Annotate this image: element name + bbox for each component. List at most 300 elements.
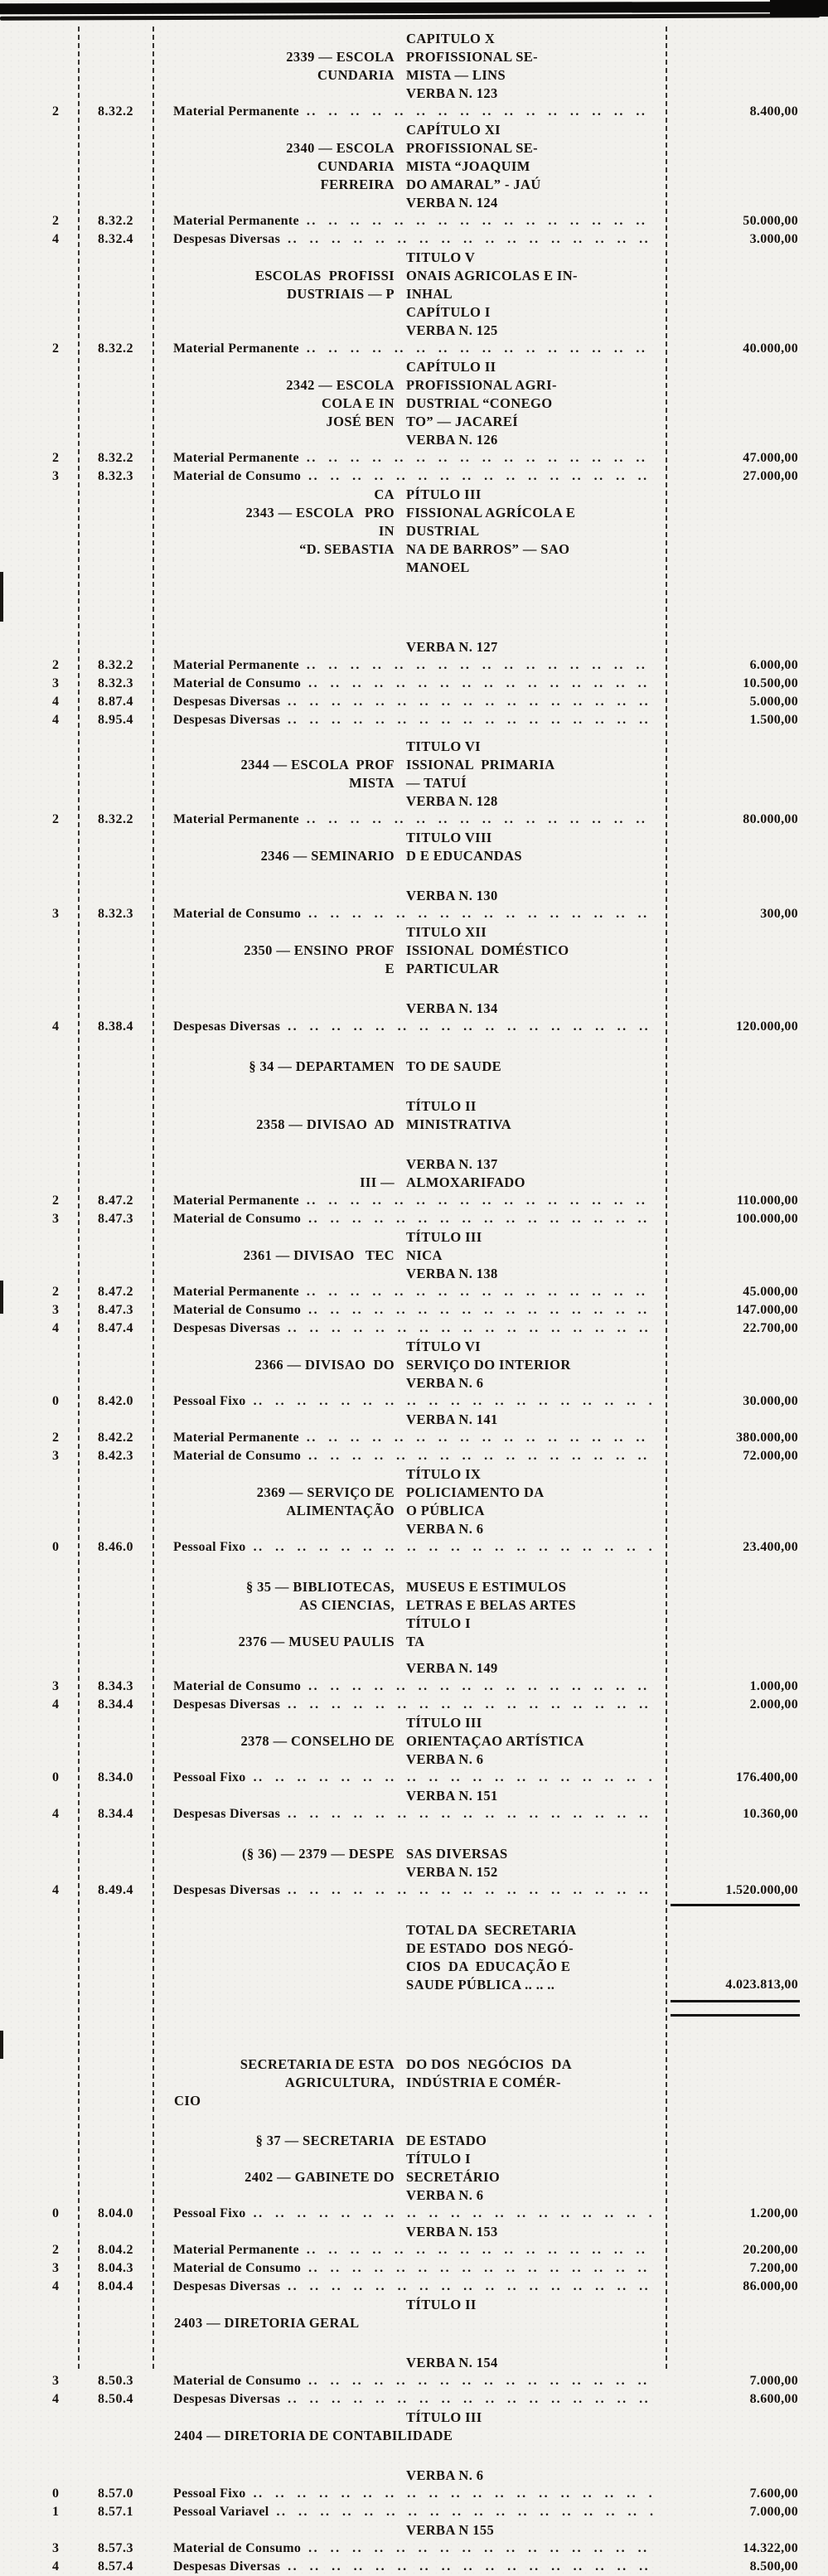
item-number-cell bbox=[0, 1338, 79, 1392]
heading-block bbox=[0, 1787, 828, 1805]
heading-left-part: § 37 — SECRETARIA bbox=[255, 2133, 395, 2148]
heading-text: 2404 — DIRETORIA DE CONTABILIDADE bbox=[174, 2428, 453, 2443]
item-number-cell bbox=[0, 2467, 79, 2485]
item-code-cell: 8.87.4 bbox=[98, 695, 133, 709]
item-label: Pessoal Fixo bbox=[173, 1394, 246, 1408]
item-number-cell bbox=[0, 2055, 79, 2110]
value-cell bbox=[666, 2558, 828, 2576]
heading-right-part: MANOEL bbox=[406, 559, 470, 575]
heading-line bbox=[153, 2354, 666, 2372]
item-line bbox=[153, 2485, 666, 2503]
heading-right-part: MISTA “JOAQUIM bbox=[406, 158, 530, 174]
heading-line bbox=[153, 1247, 666, 1265]
value-cell bbox=[666, 358, 828, 449]
heading-line bbox=[153, 2409, 666, 2427]
item-number-cell: 2 bbox=[52, 812, 59, 826]
dot-leaders bbox=[307, 2241, 654, 2259]
budget-item-row bbox=[0, 1192, 828, 1210]
heading-left-part bbox=[153, 738, 395, 756]
heading-line bbox=[153, 431, 666, 449]
item-number-cell: 2 bbox=[52, 1431, 59, 1445]
item-label: Despesas Diversas bbox=[173, 713, 281, 727]
heading-line bbox=[153, 1921, 666, 1939]
item-code-cell: 8.42.3 bbox=[98, 1449, 133, 1463]
value-cell bbox=[666, 1678, 828, 1696]
heading-right-part: TO DE SAUDE bbox=[406, 1058, 502, 1074]
item-number-cell: 2 bbox=[52, 1194, 59, 1208]
description-cell bbox=[153, 30, 666, 103]
budget-item-row bbox=[0, 1319, 828, 1338]
item-label: Material Permanente bbox=[173, 451, 299, 465]
item-value: 1.500,00 bbox=[749, 713, 798, 727]
item-number-cell bbox=[0, 2132, 79, 2205]
description-cell bbox=[153, 1338, 666, 1392]
item-code-cell: 8.50.4 bbox=[98, 2392, 133, 2406]
heading-right-part: VERBA N. 153 bbox=[406, 2224, 498, 2239]
value-cell bbox=[666, 1283, 828, 1301]
heading-left-part: 2342 — ESCOLA bbox=[286, 377, 395, 393]
item-number-cell bbox=[0, 1228, 79, 1283]
heading-right-part: VERBA N. 130 bbox=[406, 888, 498, 903]
description-cell bbox=[153, 2521, 666, 2540]
heading-right-part: D E EDUCANDAS bbox=[406, 848, 522, 864]
description-cell bbox=[153, 2485, 666, 2503]
item-value: 10.360,00 bbox=[743, 1807, 798, 1821]
item-code-cell: 8.42.0 bbox=[98, 1394, 133, 1408]
heading-right-part: DUSTRIAL bbox=[406, 523, 480, 539]
description-cell bbox=[153, 230, 666, 249]
heading-left-part: “D. SEBASTIA bbox=[299, 541, 395, 557]
dot-leaders bbox=[308, 905, 654, 923]
heading-right-part: PÍTULO III bbox=[406, 487, 482, 502]
heading-right-part: INDÚSTRIA E COMÉR- bbox=[406, 2075, 561, 2090]
heading-left-part bbox=[153, 249, 395, 267]
heading-block bbox=[0, 1338, 828, 1392]
heading-line bbox=[153, 2427, 666, 2445]
heading-left-part bbox=[153, 2296, 395, 2314]
item-code-cell: 8.04.3 bbox=[98, 2261, 133, 2275]
value-cell bbox=[666, 1845, 828, 1881]
value-cell bbox=[666, 1097, 828, 1134]
value-cell bbox=[666, 1210, 828, 1228]
budget-item-row bbox=[0, 1769, 828, 1787]
heading-line bbox=[153, 1750, 666, 1769]
dot-leaders bbox=[288, 1696, 654, 1714]
heading-right-part: VERBA N. 124 bbox=[406, 195, 498, 211]
heading-line bbox=[153, 1356, 666, 1374]
heading-left-part: AS CIENCIAS, bbox=[299, 1597, 395, 1613]
budget-item-row bbox=[0, 1018, 828, 1036]
heading-right-part: CAPITULO X bbox=[406, 31, 496, 46]
heading-right-part: ORIENTAÇAO ARTÍSTICA bbox=[406, 1733, 584, 1749]
heading-line bbox=[153, 2296, 666, 2314]
item-line bbox=[153, 711, 666, 729]
item-number-cell: 4 bbox=[52, 1019, 59, 1034]
item-value: 7.200,00 bbox=[749, 2261, 798, 2275]
item-line bbox=[153, 1447, 666, 1465]
item-line bbox=[153, 2278, 666, 2296]
value-cell bbox=[666, 486, 828, 577]
heading-block bbox=[0, 2467, 828, 2485]
item-code-cell: 8.46.0 bbox=[98, 1540, 133, 1554]
dot-leaders bbox=[288, 2390, 654, 2409]
item-line bbox=[153, 1301, 666, 1319]
heading-line bbox=[153, 2168, 666, 2186]
heading-left-part bbox=[153, 303, 395, 322]
item-line bbox=[153, 2241, 666, 2259]
heading-right-part: TÍTULO II bbox=[406, 2297, 477, 2312]
heading-left-part bbox=[153, 1750, 395, 1769]
heading-block bbox=[0, 1000, 828, 1018]
item-number-cell: 4 bbox=[52, 2392, 59, 2406]
heading-block bbox=[0, 358, 828, 449]
item-line bbox=[153, 2558, 666, 2576]
heading-line bbox=[153, 2150, 666, 2168]
heading-left-part: 2376 — MUSEU PAULIS bbox=[238, 1634, 395, 1649]
heading-left-part: 2358 — DIVISAO AD bbox=[256, 1116, 395, 1132]
heading-line bbox=[153, 139, 666, 157]
heading-left-part bbox=[153, 1338, 395, 1356]
value-cell bbox=[666, 1392, 828, 1411]
heading-left-part: 2378 — CONSELHO DE bbox=[240, 1733, 395, 1749]
description-cell bbox=[153, 1659, 666, 1678]
heading-right-part: VERBA N. 127 bbox=[406, 639, 498, 655]
heading-line bbox=[153, 1939, 666, 1958]
value-cell bbox=[666, 1696, 828, 1714]
item-code-cell bbox=[79, 1578, 153, 1651]
item-label: Material de Consumo bbox=[173, 1212, 302, 1226]
item-code-cell bbox=[79, 1000, 153, 1018]
heading-right-part: PROFISSIONAL SE- bbox=[406, 140, 539, 156]
description-cell bbox=[153, 2296, 666, 2332]
budget-item-row bbox=[0, 656, 828, 675]
item-code-cell bbox=[79, 1155, 153, 1192]
item-label: Material de Consumo bbox=[173, 1303, 302, 1317]
heading-line bbox=[153, 829, 666, 847]
item-value: 22.700,00 bbox=[743, 1321, 798, 1335]
dot-leaders bbox=[307, 103, 654, 121]
heading-block bbox=[0, 30, 828, 103]
item-number-cell: 4 bbox=[52, 232, 59, 246]
item-number-cell bbox=[0, 2354, 79, 2372]
item-value: 30.000,00 bbox=[743, 1394, 798, 1408]
heading-right-part: TOTAL DA SECRETARIA bbox=[406, 1922, 577, 1938]
item-code-cell: 8.42.2 bbox=[98, 1431, 133, 1445]
heading-line bbox=[153, 85, 666, 103]
heading-line bbox=[153, 176, 666, 194]
value-cell bbox=[666, 811, 828, 829]
item-code-cell bbox=[79, 1465, 153, 1538]
heading-right-part: DUSTRIAL “CONEGO bbox=[406, 395, 553, 411]
item-value: 176.400,00 bbox=[736, 1770, 798, 1784]
item-label: Material Permanente bbox=[173, 2243, 299, 2257]
item-code-cell: 8.34.4 bbox=[98, 1697, 133, 1712]
item-label: Despesas Diversas bbox=[173, 232, 281, 246]
item-number-cell: 3 bbox=[52, 676, 59, 690]
heading-line bbox=[153, 792, 666, 811]
heading-right-part: TITULO VIII bbox=[406, 830, 492, 845]
item-label: Material de Consumo bbox=[173, 1449, 302, 1463]
description-cell bbox=[153, 1411, 666, 1429]
heading-left-part: AGRICULTURA, bbox=[284, 2075, 395, 2090]
heading-right-part: NICA bbox=[406, 1247, 443, 1263]
budget-item-row bbox=[0, 2503, 828, 2521]
heading-line bbox=[153, 1411, 666, 1429]
item-value: 23.400,00 bbox=[743, 1540, 798, 1554]
item-code-cell bbox=[79, 1411, 153, 1429]
heading-left-part bbox=[153, 1265, 395, 1283]
item-number-cell: 3 bbox=[52, 1303, 59, 1317]
description-cell bbox=[153, 1392, 666, 1411]
item-code-cell: 8.32.2 bbox=[98, 658, 133, 672]
heading-left-part: 2350 — ENSINO PROF bbox=[244, 942, 395, 958]
item-line bbox=[153, 2259, 666, 2278]
item-code-cell bbox=[79, 1921, 153, 1994]
heading-left-part: § 34 — DEPARTAMEN bbox=[249, 1058, 395, 1074]
dot-leaders bbox=[276, 2503, 654, 2521]
heading-line bbox=[153, 756, 666, 774]
description-cell bbox=[153, 1155, 666, 1192]
item-code-cell: 8.57.4 bbox=[98, 2559, 133, 2574]
heading-left-part: ESCOLAS PROFISSI bbox=[254, 268, 395, 283]
item-number-cell bbox=[0, 638, 79, 656]
item-line bbox=[153, 449, 666, 467]
heading-right-part: VERBA N. 149 bbox=[406, 1660, 498, 1676]
value-cell bbox=[666, 2259, 828, 2278]
item-line bbox=[153, 2390, 666, 2409]
description-cell bbox=[153, 1192, 666, 1210]
heading-right-part: VERBA N. 6 bbox=[406, 1375, 484, 1391]
item-code-cell bbox=[79, 2521, 153, 2540]
heading-left-part: 2344 — ESCOLA PROF bbox=[240, 757, 395, 772]
heading-block bbox=[0, 2296, 828, 2332]
item-number-cell bbox=[0, 829, 79, 865]
heading-block bbox=[0, 1411, 828, 1429]
heading-right-part: TÍTULO I bbox=[406, 1615, 471, 1631]
heading-left-part: 2343 — ESCOLA PRO bbox=[245, 505, 395, 521]
item-code-cell bbox=[79, 2467, 153, 2485]
description-cell bbox=[153, 638, 666, 656]
item-line bbox=[153, 467, 666, 486]
value-cell bbox=[666, 2372, 828, 2390]
item-code-cell: 8.57.0 bbox=[98, 2486, 133, 2501]
heading-right-part: VERBA N. 6 bbox=[406, 1521, 484, 1537]
value-cell bbox=[666, 923, 828, 978]
item-value: 100.000,00 bbox=[736, 1212, 798, 1226]
item-label: Material de Consumo bbox=[173, 2261, 302, 2275]
heading-left-part bbox=[153, 85, 395, 103]
heading-right-part: VERBA N. 126 bbox=[406, 432, 498, 448]
item-value: 1.000,00 bbox=[749, 1679, 798, 1693]
value-cell bbox=[666, 2485, 828, 2503]
value-cell bbox=[666, 2296, 828, 2332]
budget-item-row bbox=[0, 811, 828, 829]
heading-text: 2403 — DIRETORIA GERAL bbox=[174, 2315, 360, 2331]
value-cell bbox=[666, 693, 828, 711]
item-number-cell bbox=[0, 1578, 79, 1651]
item-code-cell bbox=[79, 1058, 153, 1076]
heading-right-part: VERBA N. 6 bbox=[406, 1751, 484, 1767]
heading-left-part bbox=[153, 1465, 395, 1484]
heading-right-part: TITULO XII bbox=[406, 924, 487, 940]
item-number-cell bbox=[0, 2521, 79, 2540]
dot-leaders bbox=[288, 1805, 654, 1823]
heading-right-part: SERVIÇO DO INTERIOR bbox=[406, 1357, 571, 1373]
item-number-cell bbox=[0, 923, 79, 978]
item-code-cell bbox=[79, 887, 153, 905]
heading-right-part: SAUDE PÚBLICA .. .. .. bbox=[406, 1977, 555, 1993]
item-value: 2.000,00 bbox=[749, 1697, 798, 1712]
budget-item-row bbox=[0, 1392, 828, 1411]
dot-leaders bbox=[307, 1429, 654, 1447]
heading-line bbox=[153, 1502, 666, 1520]
heading-right-part: FISSIONAL AGRÍCOLA E bbox=[406, 505, 576, 521]
heading-right-part: VERBA N. 137 bbox=[406, 1156, 498, 1172]
heading-line bbox=[153, 1578, 666, 1596]
item-number-cell bbox=[0, 1097, 79, 1134]
item-code-cell: 8.50.3 bbox=[98, 2374, 133, 2388]
heading-left-part bbox=[153, 1787, 395, 1805]
heading-left-part bbox=[153, 2354, 395, 2372]
rule-single bbox=[671, 1904, 800, 1906]
heading-line bbox=[153, 1374, 666, 1392]
item-code-cell bbox=[79, 1714, 153, 1769]
heading-line bbox=[153, 2055, 666, 2074]
item-code-cell: 8.32.2 bbox=[98, 451, 133, 465]
heading-line bbox=[153, 1845, 666, 1863]
heading-left-part bbox=[153, 30, 395, 48]
description-cell bbox=[153, 121, 666, 212]
heading-line bbox=[153, 66, 666, 85]
dot-leaders bbox=[308, 2259, 654, 2278]
heading-right-part: VERBA N. 125 bbox=[406, 322, 498, 338]
value-cell bbox=[666, 675, 828, 693]
dot-leaders bbox=[308, 675, 654, 693]
item-value: 120.000,00 bbox=[736, 1019, 798, 1034]
item-line bbox=[153, 1538, 666, 1557]
value-cell bbox=[666, 656, 828, 675]
description-cell bbox=[153, 467, 666, 486]
item-code-cell bbox=[79, 1097, 153, 1134]
item-label: Despesas Diversas bbox=[173, 2279, 281, 2293]
item-number-cell: 2 bbox=[52, 658, 59, 672]
dot-leaders bbox=[288, 1881, 654, 1900]
dot-leaders bbox=[288, 230, 654, 249]
item-value: 380.000,00 bbox=[736, 1431, 798, 1445]
heading-block bbox=[0, 1058, 828, 1076]
heading-block bbox=[0, 1578, 828, 1651]
heading-left-part bbox=[153, 1958, 395, 1976]
item-number-cell bbox=[0, 1659, 79, 1678]
heading-line bbox=[153, 1976, 666, 1994]
description-cell bbox=[153, 905, 666, 923]
item-number-cell bbox=[0, 486, 79, 577]
item-value: 8.500,00 bbox=[749, 2559, 798, 2574]
item-code-cell bbox=[79, 1659, 153, 1678]
item-code-cell: 8.38.4 bbox=[98, 1019, 133, 1034]
description-cell bbox=[153, 711, 666, 729]
heading-right-part: MUSEUS E ESTIMULOS bbox=[406, 1579, 567, 1595]
heading-block bbox=[0, 738, 828, 811]
heading-right-part: VERBA N. 138 bbox=[406, 1266, 498, 1281]
value-cell bbox=[666, 1018, 828, 1036]
heading-right-part: MISTA — LINS bbox=[406, 67, 506, 83]
heading-left-part: III — bbox=[360, 1174, 395, 1190]
value-cell bbox=[666, 2055, 828, 2110]
item-line bbox=[153, 693, 666, 711]
value-cell bbox=[666, 1058, 828, 1076]
heading-right-part: VERBA N. 154 bbox=[406, 2355, 498, 2370]
budget-item-row bbox=[0, 1881, 828, 1900]
heading-line bbox=[153, 48, 666, 66]
heading-left-part: CUNDARIA bbox=[317, 67, 395, 83]
description-cell bbox=[153, 1678, 666, 1696]
heading-left-part: 2346 — SEMINARIO bbox=[260, 848, 395, 864]
description-cell bbox=[153, 656, 666, 675]
item-code-cell: 8.32.2 bbox=[98, 104, 133, 119]
heading-left-part: 2402 — GABINETE DO bbox=[245, 2169, 395, 2185]
item-value: 7.000,00 bbox=[749, 2505, 798, 2519]
heading-block bbox=[0, 121, 828, 212]
heading-right-part: ISSIONAL PRIMARIA bbox=[406, 757, 555, 772]
dot-leaders bbox=[254, 1392, 654, 1411]
heading-left-part bbox=[153, 2409, 395, 2427]
heading-line bbox=[153, 322, 666, 340]
item-number-cell: 2 bbox=[52, 1285, 59, 1299]
value-cell bbox=[666, 905, 828, 923]
description-cell bbox=[153, 675, 666, 693]
heading-left-part bbox=[153, 792, 395, 811]
value-cell bbox=[666, 449, 828, 467]
description-cell bbox=[153, 1319, 666, 1338]
budget-item-row bbox=[0, 1447, 828, 1465]
item-number-cell: 3 bbox=[52, 907, 59, 921]
budget-item-row bbox=[0, 103, 828, 121]
item-value: 110.000,00 bbox=[736, 1194, 798, 1208]
heading-right-part: DO AMARAL” - JAÚ bbox=[406, 177, 541, 192]
budget-item-row bbox=[0, 230, 828, 249]
heading-line bbox=[153, 285, 666, 303]
heading-left-part bbox=[153, 559, 395, 577]
heading-line bbox=[153, 267, 666, 285]
heading-right-part: TÍTULO III bbox=[406, 1715, 482, 1731]
item-code-cell bbox=[79, 358, 153, 449]
heading-line bbox=[153, 2132, 666, 2150]
item-number-cell: 0 bbox=[52, 2206, 59, 2220]
heading-block bbox=[0, 2409, 828, 2445]
description-cell bbox=[153, 1538, 666, 1557]
item-label: Material Permanente bbox=[173, 1431, 299, 1445]
value-cell bbox=[666, 1192, 828, 1210]
dot-leaders bbox=[288, 693, 654, 711]
value-cell bbox=[666, 121, 828, 212]
heading-line bbox=[153, 1615, 666, 1633]
item-label: Material de Consumo bbox=[173, 2541, 302, 2555]
heading-line bbox=[153, 2314, 666, 2332]
budget-item-row bbox=[0, 693, 828, 711]
item-number-cell: 3 bbox=[52, 1212, 59, 1226]
item-code-cell: 8.47.2 bbox=[98, 1285, 133, 1299]
item-line bbox=[153, 2372, 666, 2390]
dot-leaders bbox=[308, 2372, 654, 2390]
value-cell bbox=[666, 212, 828, 230]
heading-right-part: DE ESTADO bbox=[406, 2133, 487, 2148]
item-code-cell: 8.32.2 bbox=[98, 341, 133, 356]
description-cell bbox=[153, 1696, 666, 1714]
item-code-cell bbox=[79, 2296, 153, 2332]
value-cell bbox=[666, 103, 828, 121]
item-code-cell bbox=[79, 30, 153, 103]
